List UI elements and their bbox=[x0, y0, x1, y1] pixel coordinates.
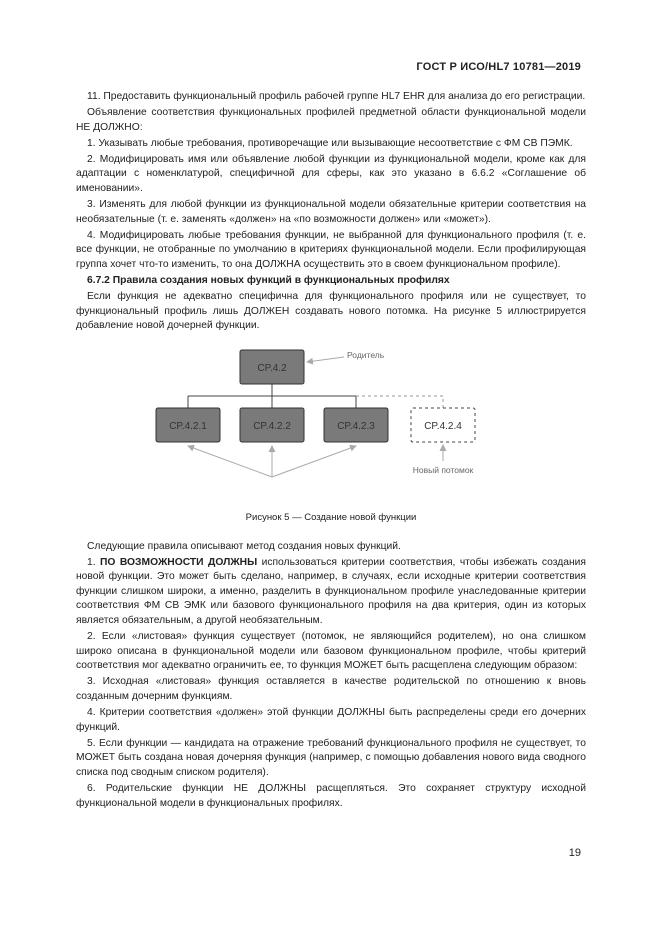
paragraph: 11. Предоставить функциональный профиль рабочей группе HL7 EHR для анализа до его регистрации. bbox=[87, 91, 586, 102]
child-node-label: CP.4.2.1 bbox=[169, 421, 207, 432]
new-child-node-label: CP.4.2.4 bbox=[424, 421, 462, 432]
paragraph: 2. Модифицировать имя или объявление любой функции из функциональной модели, кроме как для адаптации с номенклатурой, специфичной для сферы, как это указано в 6.6.2 «Соглашение об именовании». bbox=[76, 153, 586, 195]
figure-hierarchy-diagram bbox=[76, 337, 586, 507]
paragraph: Объявление соответствия функциональных профилей предметной области функциональной модели НЕ ДОЛЖНО: bbox=[76, 107, 586, 133]
paragraph-rule-1 bbox=[76, 556, 586, 629]
new-child-connector bbox=[356, 396, 443, 408]
paragraph: 4. Критерии соответствия «должен» этой функции ДОЛЖНЫ быть распределены среди его дочерних функций. bbox=[76, 707, 586, 733]
parent-annotation-arrow bbox=[307, 357, 344, 362]
figure-caption: Рисунок 5 — Создание новой функции bbox=[245, 512, 417, 523]
document-body bbox=[76, 90, 586, 813]
paragraph: Если функция не адекватно специфична для функционального профиля или не существует, то функциональный профиль лишь ДОЛЖЕН создавать нового потомка. На рисунке 5 иллюстрируется добавление новой дочерней функции. bbox=[76, 291, 586, 332]
new-child-annotation-label: Новый потомок bbox=[412, 465, 474, 475]
section-heading: 6.7.2 Правила создания новых функций в функциональных профилях bbox=[87, 275, 450, 287]
paragraph: 5. Если функции — кандидата на отражение требований функционального профиля не существует, то МОЖЕТ быть создана новая дочерняя функция (например, с помощью добавления нового вида сводного списка под сводным списком родителя). bbox=[76, 737, 586, 778]
emphasis-text: ПО ВОЗМОЖНОСТИ ДОЛЖНЫ bbox=[100, 556, 258, 568]
paragraph: 4. Модифицировать любые требования функции, не выбранной для функционального профиля (т. е. все функции, не отобранные по умолчанию в критериях функциональной модели. Если профилирующая группа хочет что-то изменить, то она ДОЛЖНА осуществить это в своем функциональном профиле). bbox=[76, 229, 586, 271]
child-node-label: CP.4.2.3 bbox=[337, 421, 375, 432]
paragraph: 3. Исходная «листовая» функция оставляется в качестве родительской по отношению к вновь созданным дочерним функциям. bbox=[76, 676, 586, 703]
paragraph: 6. Родительские функции НЕ ДОЛЖНЫ расщепляться. Это сохраняет структуру исходной функциональной модели в функциональных профилях. bbox=[76, 783, 586, 809]
parent-node-label: CP.4.2 bbox=[257, 363, 287, 374]
converging-arrow bbox=[272, 446, 356, 477]
rule-number: 1. bbox=[87, 556, 101, 568]
parent-annotation-label: Родитель bbox=[347, 350, 385, 360]
child-node-label: CP.4.2.2 bbox=[253, 421, 291, 432]
hierarchy-diagram bbox=[76, 337, 586, 507]
paragraph: 2. Если «листовая» функция существует (потомок, не являющийся родителем), но она слишком широко описана в функциональной модели или базовом функциональном профиле, чтобы критерий соответствия мог адекватно ограничить ее, то функция МОЖЕТ быть расщеплена следующим образом: bbox=[76, 631, 586, 672]
paragraph: 1. Указывать любые требования, противоречащие или вызывающие несоответствие с ФМ СВ ПЭМК. bbox=[87, 137, 573, 149]
document-header: ГОСТ Р ИСО/HL7 10781—2019 bbox=[416, 61, 581, 73]
paragraph: 3. Изменять для любой функции из функциональной модели обязательные критерии соответствия на необязательные (т. е. заменять «должен» на «по возможности должен» или «может»). bbox=[76, 199, 586, 225]
page-number: 19 bbox=[568, 847, 581, 859]
paragraph: Следующие правила описывают метод создания новых функций. bbox=[87, 540, 401, 552]
converging-arrow bbox=[188, 446, 272, 477]
rule-text: использоваться критерии соответствия, чтобы избежать создания новой функции. Это может быть сделано, например, в случаях, если исходные критерии соответствия функции слишком широки, а именно, разделить в функциональном профиле унаследованные критерии соответствия ФМ СВ ЭМК или базового функционального профиля на два критерия, один из которых является обязательным, а другой необязательным. bbox=[76, 556, 587, 627]
